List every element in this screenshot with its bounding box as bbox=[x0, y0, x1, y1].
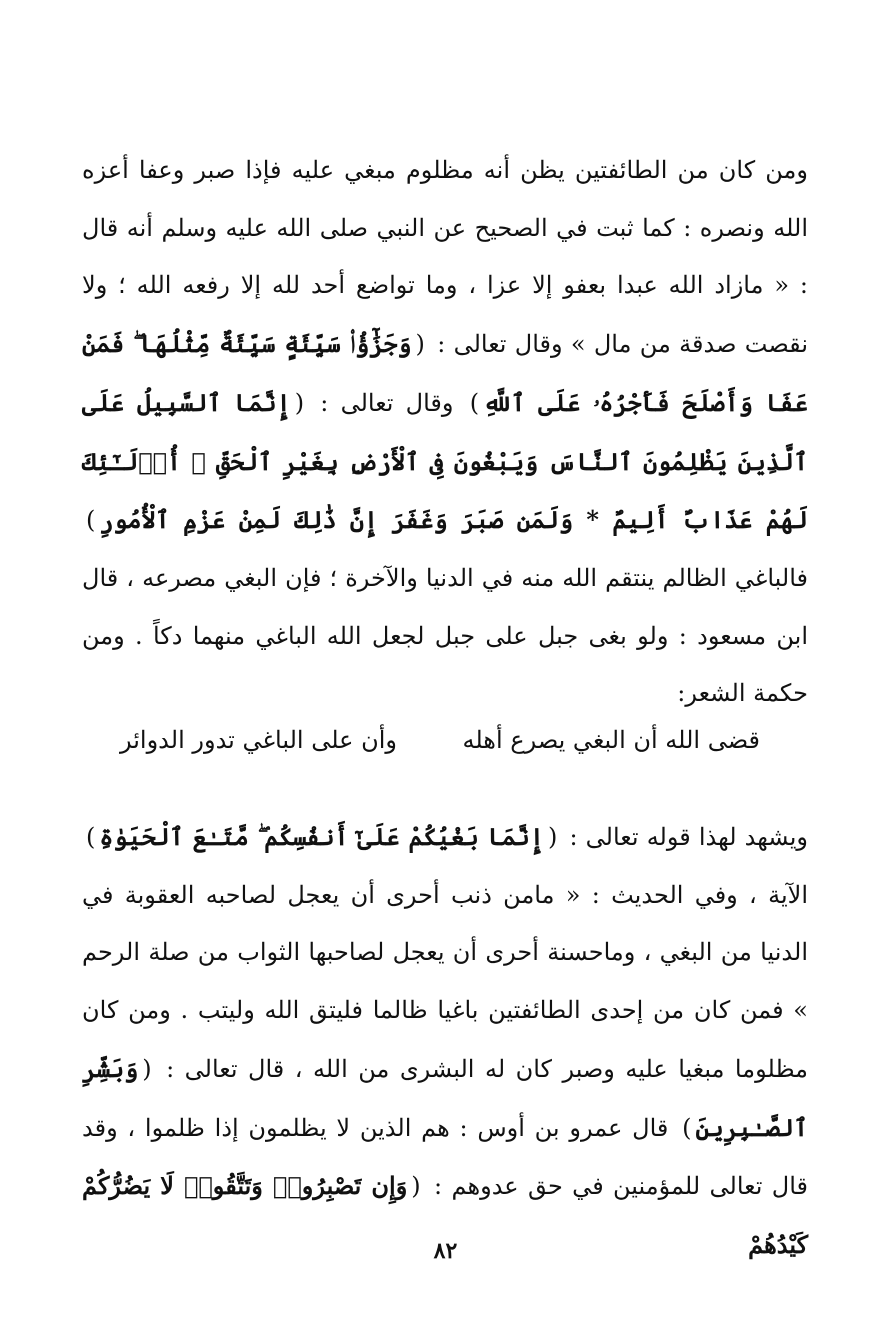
verse-first-hemistich: قضى الله أن البغي يصرع أهله bbox=[462, 726, 760, 754]
paragraph-2-sentence-3: قال عمرو بن أوس : هم الذين لا يظلمون إذا ظلموا ، وقد قال تعالى للمؤمنين في حق عدوهم : bbox=[82, 1113, 808, 1201]
quran-verse-3: إِنَّمَا بَغْيُكُمْ عَلَىٰٓ أَنفُسِكُم ۖ مَّتَـٰعَ ٱلْحَيَوٰةِ bbox=[99, 822, 544, 851]
paragraph-2-sentence-1: ويشهد لهذا قوله تعالى : bbox=[569, 823, 808, 851]
paragraph-1-body: ومن كان من الطائفتين يظن أنه مظلوم مبغي عليه فإذا صبر وعفا أعزه الله ونصره : كما ثبت في الصحيح عن النبي صلى الله عليه وسلم أنه قال : « مازاد الله عبدا بعفو إلا عزا ، وما تواضع أحد لله إلا رفعه الله ؛ ولا نقصت صدقة من مال » وقال تعالى : (وَجَزَٰٓؤُا۟ سَيِّئَةٍ سَيِّئَةٌ مِّثْلُهَا ۖ فَمَنْ عَفَا وَأَصْلَحَ فَأَجْرُهُۥ عَلَى ٱللَّهِ) وقال تعالى : (إِنَّمَا ٱلسَّبِيلُ عَلَى ٱلَّذِينَ يَظْلِمُونَ ٱلنَّاسَ وَيَبْغُونَ فِى ٱلْأَرْضِ بِغَيْرِ ٱلْحَقِّ ۚ أُو۟لَـٰٓئِكَ لَهُمْ عَذَابٌ أَلِيمٌ * وَلَمَن صَبَرَ وَغَفَرَ إِنَّ ذَٰلِكَ لَمِنْ عَزْمِ ٱلْأُمُورِ) فالباغي الظالم ينتقم الله منه في الدنيا والآخرة ؛ فإن البغي مصرعه ، قال ابن مسعود : ولو بغى جبل على جبل لجعل الله الباغي منهما دكاً . ومن حكمة الشعر: bbox=[82, 156, 808, 708]
verse-second-hemistich: وأن على الباغي تدور الدوائر bbox=[120, 726, 397, 754]
paragraph-1-sentence-1: ومن كان من الطائفتين يظن أنه مظلوم مبغي عليه فإذا صبر وعفا أعزه الله ونصره : كما ثبت في الصحيح عن النبي صلى الله عليه وسلم أنه قال : « مازاد الله عبدا بعفو إلا عزا ، وما تواضع أحد لله إلا رفعه الله ؛ ولا نقصت صدقة من مال » وقال تعالى : bbox=[82, 156, 808, 359]
paragraph-2-body: ويشهد لهذا قوله تعالى : (إِنَّمَا بَغْيُكُمْ عَلَىٰٓ أَنفُسِكُم ۖ مَّتَـٰعَ ٱلْحَيَوٰةِ) الآية ، وفي الحديث : « مامن ذنب أحرى أن يعجل لصاحبه العقوبة في الدنيا من البغي ، وماحسنة أحرى أن يعجل لصاحبها الثواب من صلة الرحم » فمن كان من إحدى الطائفتين باغيا ظالما فليتق الله وليتب . ومن كان مظلوما مبغيا عليه وصبر كان له البشرى من الله ، قال تعالى : (وَبَشِّرِ ٱلصَّـٰبِرِينَ) قال عمرو بن أوس : هم الذين لا يظلمون إذا ظلموا ، وقد قال تعالى للمؤمنين في حق عدوهم : (وَإِن تَصْبِرُوا۟ وَتَتَّقُوا۟ لَا يَضُرُّكُمْ كَيْدُهُمْ bbox=[82, 822, 808, 1259]
poetry-verse bbox=[120, 716, 760, 764]
paragraph-2 bbox=[82, 808, 808, 1275]
paragraph-1-sentence-2: وقال تعالى : bbox=[320, 388, 454, 417]
page-number: ٨٢ bbox=[433, 1238, 458, 1264]
quran-verse-1: وَجَزَٰٓؤُا۟ سَيِّئَةٍ سَيِّئَةٌ مِّثْلُهَا ۖ فَمَنْ عَفَا وَأَصْلَحَ فَأَجْرُهُۥ عَلَى ٱللَّهِ bbox=[82, 329, 808, 417]
paragraph-1-sentence-3: فالباغي الظالم ينتقم الله منه في الدنيا والآخرة ؛ فإن البغي مصرعه ، قال ابن مسعود : ولو بغى جبل على جبل لجعل الله الباغي منهما دكاً . ومن حكمة الشعر: bbox=[82, 563, 808, 708]
paragraph-2-sentence-2: الآية ، وفي الحديث : « مامن ذنب أحرى أن يعجل لصاحبه العقوبة في الدنيا من البغي ، وماحسنة أحرى أن يعجل لصاحبها الثواب من صلة الرحم » فمن كان من إحدى الطائفتين باغيا ظالما فليتق الله وليتب . ومن كان مظلوما مبغيا عليه وصبر كان له البشرى من الله ، قال تعالى : bbox=[82, 880, 808, 1083]
paragraph-1 bbox=[82, 142, 808, 723]
quran-verse-5: وَإِن تَصْبِرُوا۟ وَتَتَّقُوا۟ لَا يَضُرُّكُمْ كَيْدُهُمْ bbox=[82, 1171, 808, 1259]
quran-verse-2: إِنَّمَا ٱلسَّبِيلُ عَلَى ٱلَّذِينَ يَظْلِمُونَ ٱلنَّاسَ وَيَبْغُونَ فِى ٱلْأَرْضِ بِغَيْرِ ٱلْحَقِّ ۚ أُو۟لَـٰٓئِكَ لَهُمْ عَذَابٌ أَلِيمٌ * وَلَمَن صَبَرَ وَغَفَرَ إِنَّ ذَٰلِكَ لَمِنْ عَزْمِ ٱلْأُمُورِ bbox=[82, 387, 808, 535]
quran-verse-4: وَبَشِّرِ ٱلصَّـٰبِرِينَ bbox=[82, 1053, 808, 1142]
